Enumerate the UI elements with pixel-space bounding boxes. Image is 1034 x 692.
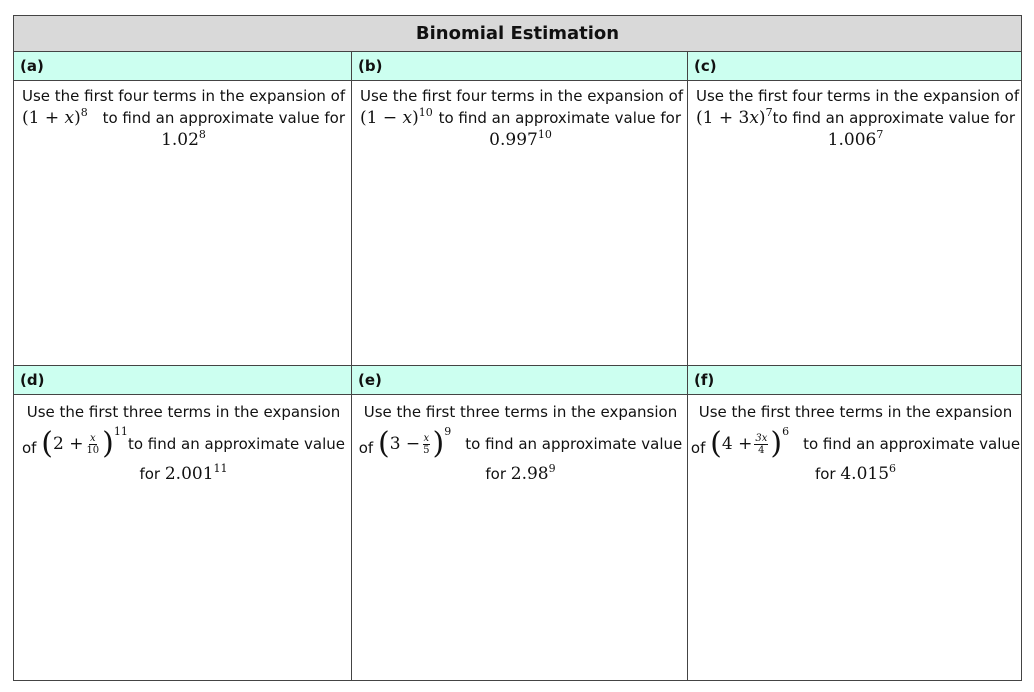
- cell-b-value: 0.997: [489, 130, 538, 150]
- cell-d-value-exponent: 11: [213, 462, 228, 475]
- cell-d: [14, 365, 351, 680]
- cell-e-value-exponent: 9: [548, 462, 556, 475]
- cell-b-value-exponent: 10: [537, 128, 552, 141]
- worksheet-title: Binomial Estimation: [14, 16, 1021, 52]
- cell-a-value-exponent: 8: [198, 128, 206, 141]
- cell-e-expression: ( 3 − $\frac{x}{5}$ ) 9: [377, 425, 452, 461]
- cell-d-question: [14, 395, 351, 485]
- cell-d-of: of: [22, 439, 37, 457]
- cell-c-value-exponent: 7: [876, 128, 884, 141]
- cell-b-label: (b): [352, 52, 687, 81]
- cell-f-exponent: 6: [782, 425, 790, 438]
- cell-f-value-exponent: 6: [889, 462, 897, 475]
- cell-d-exponent: 11: [113, 425, 128, 438]
- cell-d-instruction: to find an approximate value: [127, 435, 345, 453]
- cell-b-question: [352, 81, 687, 151]
- cell-d-for: for: [139, 465, 161, 483]
- cell-c: [687, 52, 1021, 365]
- cell-e-label: (e): [352, 366, 687, 395]
- cell-e-line1: Use the first three terms in the expansion: [363, 403, 678, 421]
- cell-c-value: 1.006: [827, 130, 877, 150]
- cell-a-value: 1.02: [161, 130, 199, 150]
- cell-a: [14, 52, 351, 365]
- cell-b-expression: (1 − x): [360, 108, 419, 128]
- cell-c-question: [688, 81, 1021, 151]
- cell-d-fraction: $\frac{x}{10}$: [86, 432, 100, 456]
- cell-d-expression: ( 2 + $\frac{x}{10}$ ) 11: [41, 425, 128, 461]
- cell-a-exponent: 8: [80, 106, 88, 119]
- cell-f: [687, 365, 1021, 680]
- cell-c-line1: Use the first four terms in the expansion of: [696, 87, 1020, 105]
- worksheet-table: [13, 15, 1022, 681]
- cell-e-exponent: 9: [444, 425, 452, 438]
- cell-f-value: 4.015: [840, 464, 890, 484]
- cell-b-exponent: 10: [418, 106, 433, 119]
- cell-f-question: [688, 395, 1021, 485]
- cell-b: [351, 52, 687, 365]
- cell-e-instruction: to find an approximate value: [465, 435, 683, 453]
- cell-f-label: (f): [688, 366, 1021, 395]
- cell-f-of: of: [690, 439, 706, 457]
- cell-c-instruction: to find an approximate value for: [772, 109, 1015, 127]
- cell-d-line1: Use the first three terms in the expansion: [26, 403, 341, 421]
- cell-f-instruction: to find an approximate value: [803, 435, 1021, 453]
- cell-d-value: 2.001: [164, 464, 214, 484]
- cell-f-line1: Use the first three terms in the expansion: [698, 403, 1013, 421]
- cell-e-value: 2.98: [510, 464, 549, 484]
- cell-e-for: for: [485, 465, 506, 483]
- cell-e-fraction: $\frac{x}{5}$: [423, 432, 430, 456]
- cell-a-expression: (1 + x): [22, 108, 81, 128]
- cell-a-question: [14, 81, 351, 151]
- cell-e-question: [352, 395, 687, 485]
- cell-e-of: of: [358, 439, 374, 457]
- cell-b-instruction: to find an approximate value for: [438, 109, 681, 127]
- cell-a-instruction: to find an approximate value for: [102, 109, 345, 127]
- cell-c-expression: (1 + 3x): [696, 108, 766, 128]
- cell-f-fraction: $\frac{3x}{4}$: [755, 432, 768, 456]
- cell-a-line1: Use the first four terms in the expansion of: [22, 87, 346, 105]
- cell-b-line1: Use the first four terms in the expansion of: [360, 87, 684, 105]
- cell-f-for: for: [814, 465, 836, 483]
- cell-e: [351, 365, 687, 680]
- cell-a-label: (a): [14, 52, 351, 81]
- cell-c-label: (c): [688, 52, 1021, 81]
- cell-f-expression: ( 4 + $\frac{3x}{4}$ ) 6: [710, 425, 790, 461]
- cell-c-exponent: 7: [765, 106, 773, 119]
- cell-d-label: (d): [14, 366, 351, 395]
